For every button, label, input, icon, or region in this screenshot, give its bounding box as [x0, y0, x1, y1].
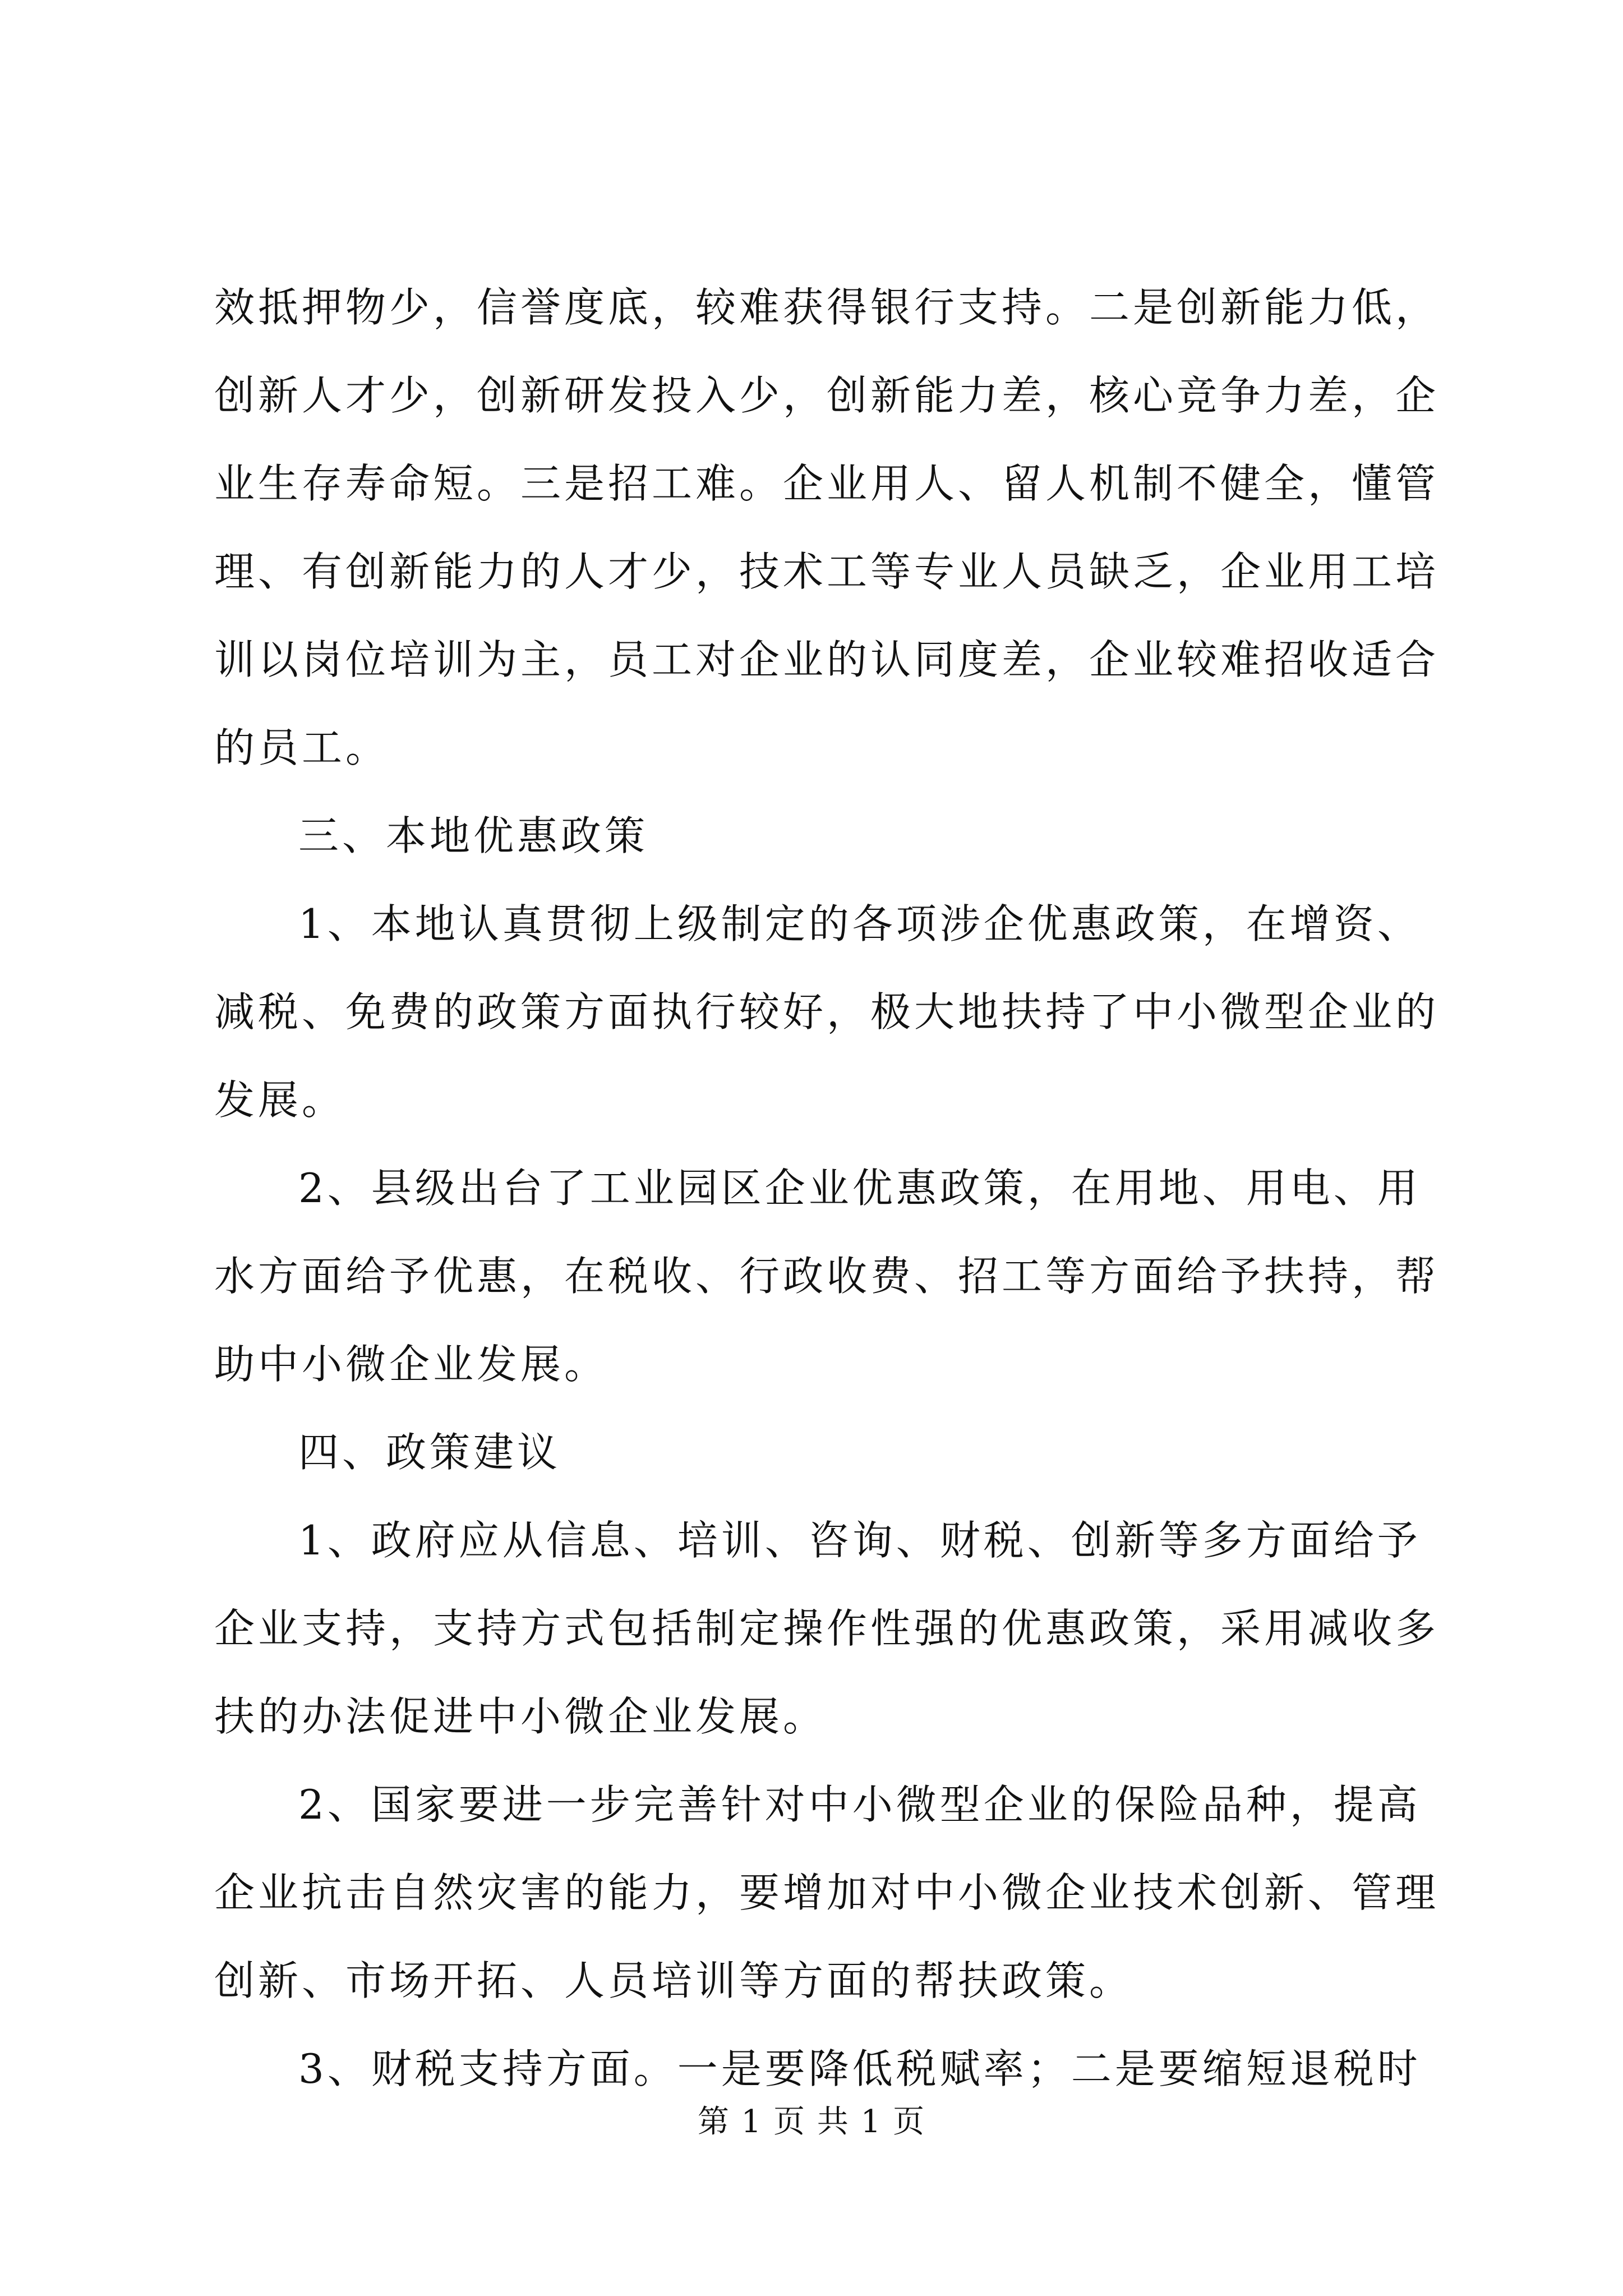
body-line-17: 扶的办法促进中小微企业发展。	[214, 1693, 827, 1740]
body-line-20: 创新、市场开拓、人员培训等方面的帮扶政策。	[214, 1957, 1133, 2004]
body-line-2: 创新人才少，创新研发投入少，创新能力差，核心竞争力差，企	[214, 372, 1440, 419]
body-line-10: 发展。	[214, 1076, 346, 1124]
body-line-5: 训以岗位培训为主，员工对企业的认同度差，企业较难招收适合	[214, 636, 1440, 683]
body-line-11: 2、县级出台了工业园区企业优惠政策，在用地、用电、用	[298, 1165, 1421, 1212]
body-line-1: 效抵押物少，信誉度底，较难获得银行支持。二是创新能力低，	[214, 284, 1440, 331]
body-line-6: 的员工。	[214, 724, 390, 771]
body-line-13: 助中小微企业发展。	[214, 1341, 608, 1388]
body-line-4: 理、有创新能力的人才少，技术工等专业人员缺乏，企业用工培	[214, 548, 1440, 595]
section-heading-4: 四、政策建议	[298, 1429, 561, 1476]
body-line-21: 3、财税支持方面。一是要降低税赋率；二是要缩短退税时	[298, 2045, 1421, 2092]
body-line-9: 减税、免费的政策方面执行较好，极大地扶持了中小微型企业的	[214, 988, 1440, 1036]
document-body	[214, 264, 1440, 2113]
body-line-3: 业生存寿命短。三是招工难。企业用人、留人机制不健全，懂管	[214, 460, 1440, 507]
body-line-8: 1、本地认真贯彻上级制定的各项涉企优惠政策，在增资、	[298, 900, 1421, 947]
body-line-19: 企业抗击自然灾害的能力，要增加对中小微企业技术创新、管理	[214, 1869, 1440, 1916]
body-line-15: 1、政府应从信息、培训、咨询、财税、创新等多方面给予	[298, 1517, 1421, 1564]
page-footer: 第 1 页 共 1 页	[697, 2104, 926, 2140]
body-line-16: 企业支持，支持方式包括制定操作性强的优惠政策，采用减收多	[214, 1605, 1440, 1652]
body-line-12: 水方面给予优惠，在税收、行政收费、招工等方面给予扶持，帮	[214, 1253, 1440, 1300]
section-heading-3: 三、本地优惠政策	[298, 812, 649, 859]
body-line-18: 2、国家要进一步完善针对中小微型企业的保险品种，提高	[298, 1781, 1421, 1828]
